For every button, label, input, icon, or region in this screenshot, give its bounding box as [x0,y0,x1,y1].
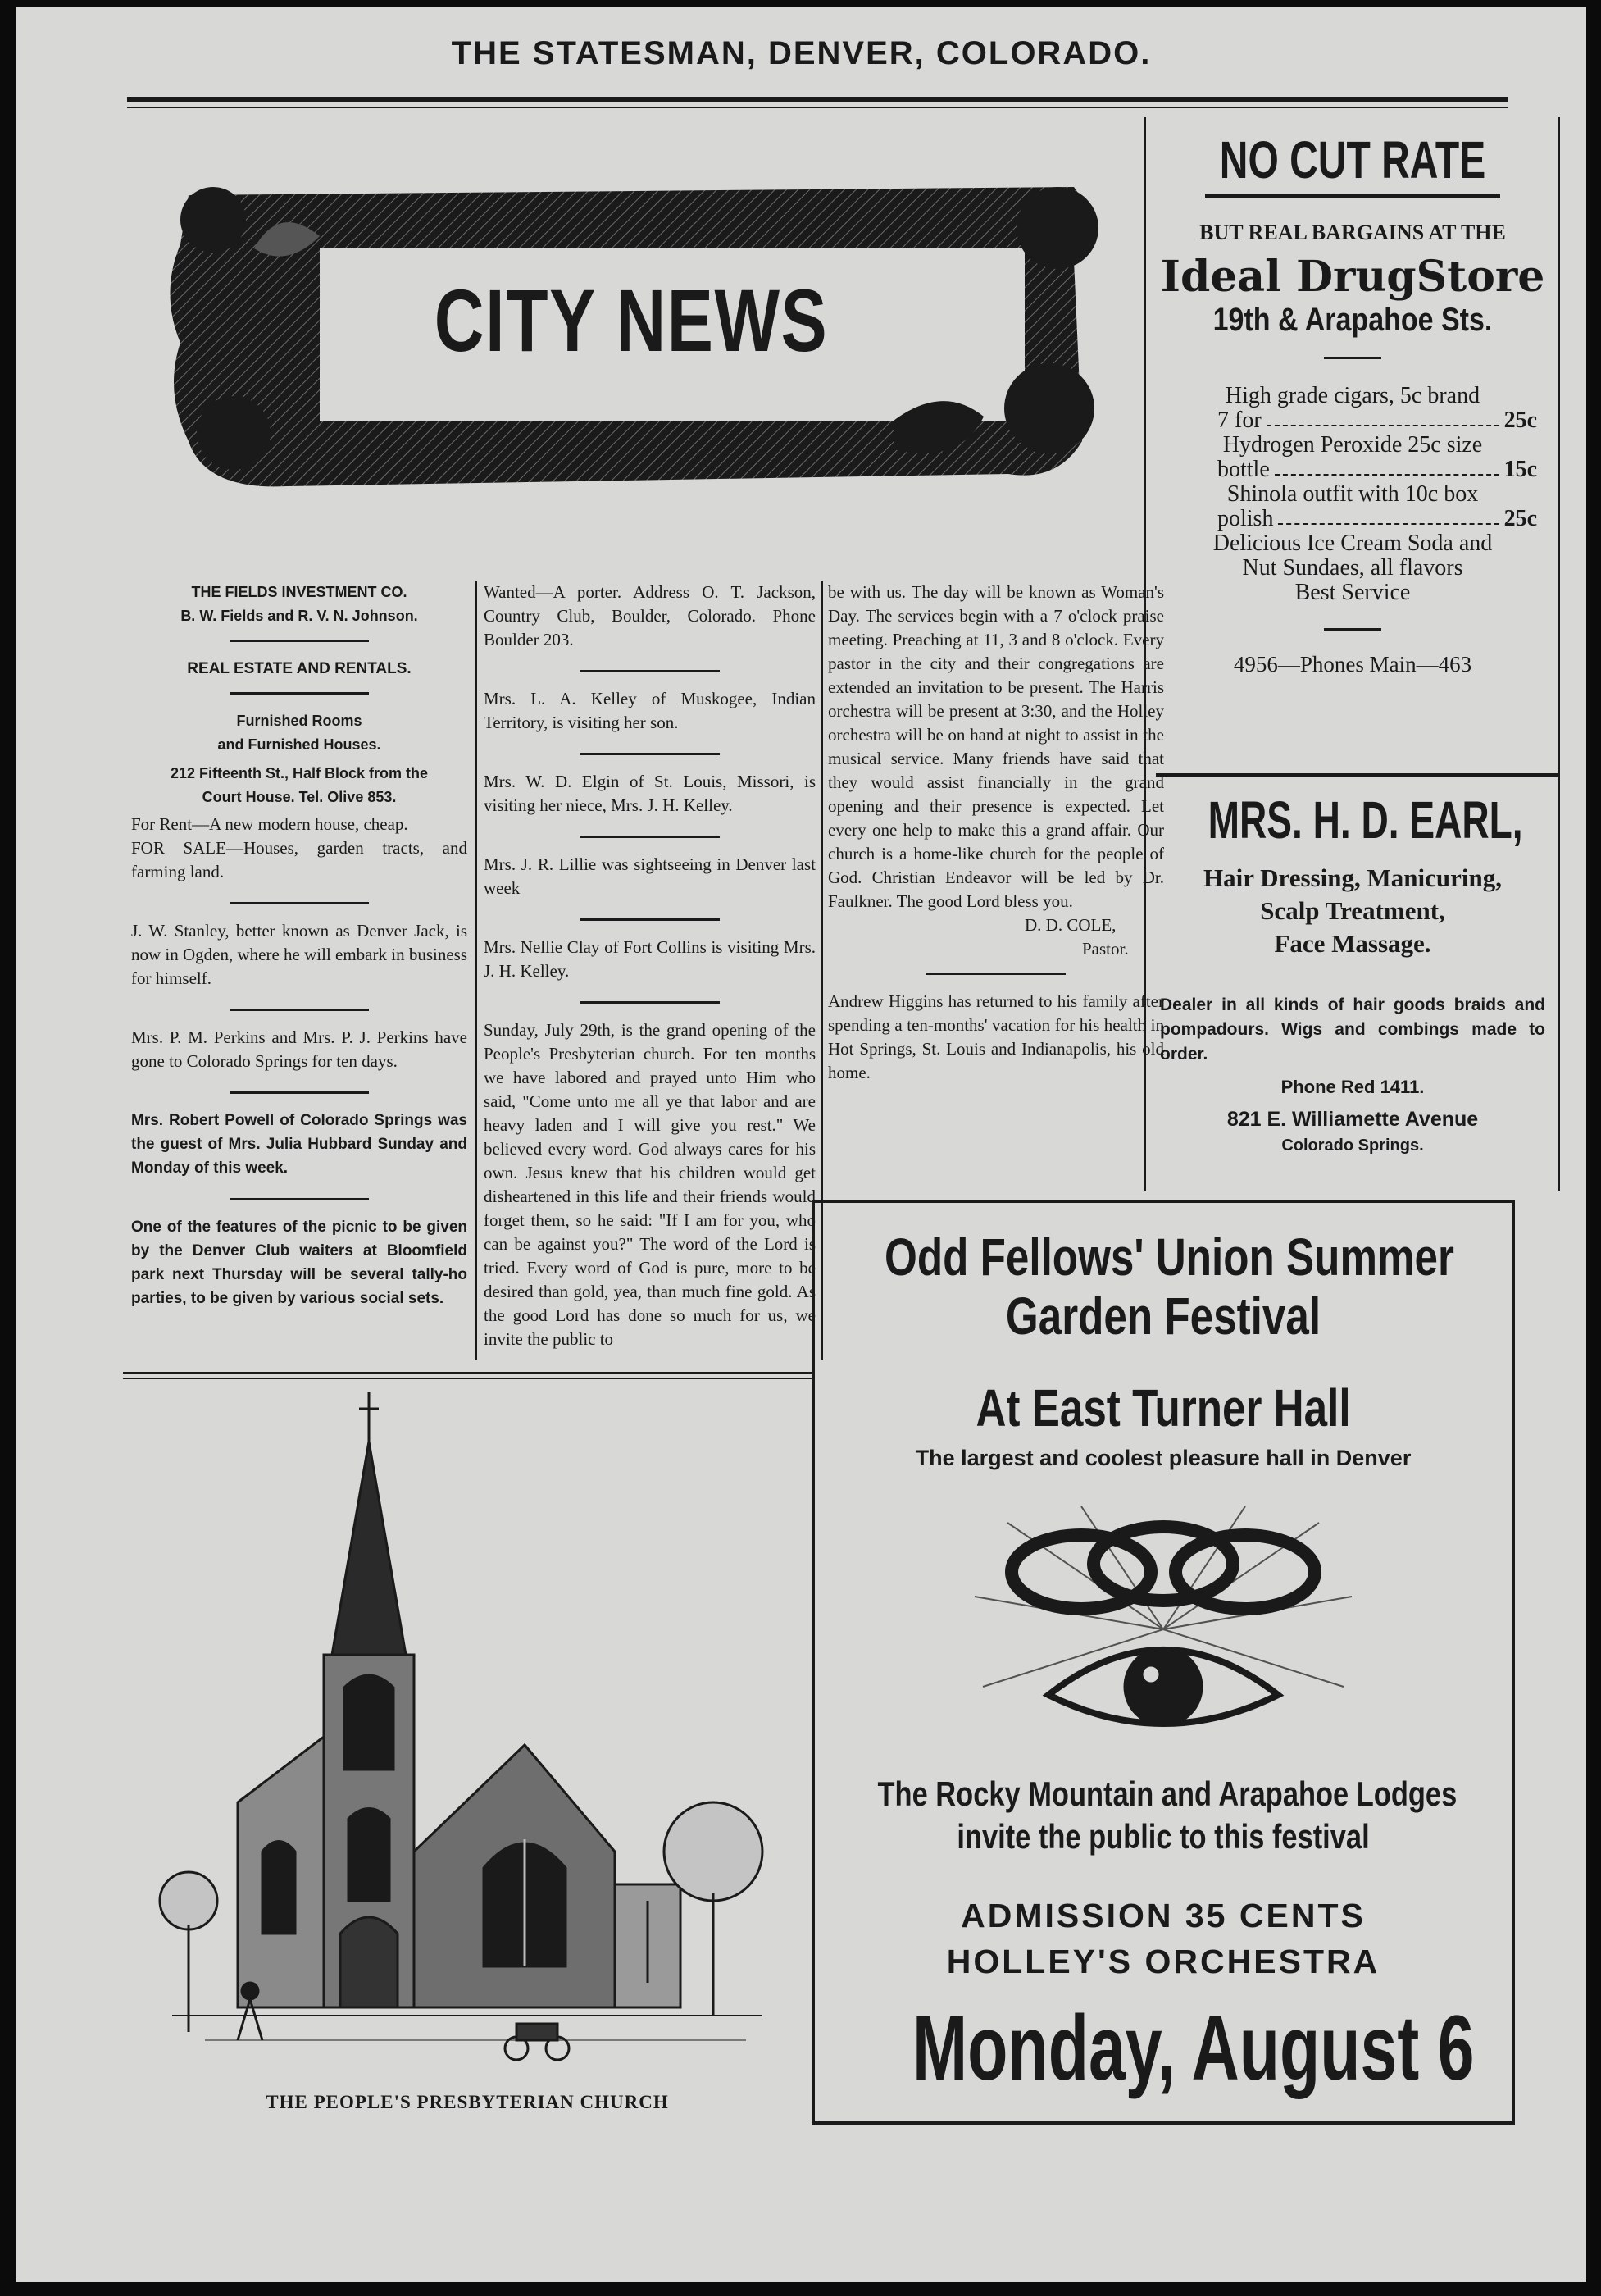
section-rule-thin [123,1378,812,1379]
price-item: Hydrogen Peroxide 25c size [1222,432,1483,458]
festival-title: Odd Fellows' Union Summer [885,1228,1454,1287]
headline-underline [1205,194,1500,198]
odd-fellows-emblem [958,1506,1368,1752]
masthead: THE STATESMAN, DENVER, COLORADO. [451,35,1152,71]
festival-title: Garden Festival [1005,1287,1321,1346]
real-estate-heading: REAL ESTATE AND RENTALS. [187,660,412,677]
news-item-kelley: Mrs. L. A. Kelley of Muskogee, Indian Territory, is visiting her son. [484,689,816,732]
ad-divider [1156,773,1558,777]
earl-dealer: Dealer in all kinds of hair goods braids and pompadours. Wigs and combings made to order. [1160,995,1545,1064]
column-rule [475,581,477,1360]
divider [1324,357,1381,359]
divider [230,640,369,642]
festival-ad [812,1200,1515,2125]
festival-venue: At East Turner Hall [976,1378,1351,1437]
news-item-picnic: One of the features of the picnic to be given by the Denver Club waiters at Bloomfield park next Thursday will be several tally-ho parties, to be given by various social sets. [131,1219,467,1307]
festival-admission: ADMISSION 35 CENTS [961,1897,1366,1934]
ice-cream-line: Nut Sundaes, all flavors [1242,555,1463,581]
divider [230,692,369,695]
festival-lodges: invite the public to this festival [957,1817,1370,1856]
masthead-rule-thin [127,107,1508,108]
drugstore-headline: NO CUT RATE [1219,130,1486,189]
company-address: Court House. Tel. Olive 853. [202,789,397,805]
news-item-perkins: Mrs. P. M. Perkins and Mrs. P. J. Perkins have gone to Colorado Springs for ten days. [131,1027,467,1071]
column-3 [828,581,1164,1103]
section-rule [123,1372,812,1374]
newspaper-page [16,7,1586,2282]
banner-title: CITY NEWS [434,271,829,370]
furnished-line: and Furnished Houses. [217,736,381,753]
news-item-church-opening: Sunday, July 29th, is the grand opening of the People's Presbyterian church. For ten months we have labored and prayed unto Him who said, "Come unto me all ye that labor and are heavy laden and I will give you rest." We believed every word. God always cares for his own. Jesus knew that his children would get disheartened in this life and their friends would forget them, so he said: "If I am for you, who can be against you?" The word of the Lord is tried. Every word of God is pure, more to be desired than gold, yea, than much fine gold. As the good Lord has done so much for us, we invite the public to [484,1020,816,1349]
divider [580,753,720,755]
divider [230,1091,369,1094]
festival-tagline: The largest and coolest pleasure hall in Denver [915,1446,1412,1470]
news-item-higgins: Andrew Higgins has returned to his family after spending a ten-months' vacation for his health in Hot Springs, St. Louis and Indianapolis, his old home. [828,991,1164,1082]
festival-date: Monday, August 6 [912,1997,1475,2099]
earl-name: MRS. H. D. EARL, [1208,790,1523,850]
column-1 [131,581,467,1328]
ice-cream-line: Delicious Ice Cream Soda and [1212,531,1493,556]
signature-title: Pastor. [1082,939,1129,959]
earl-service: Scalp Treatment, [1260,896,1445,925]
earl-service: Hair Dressing, Manicuring, [1203,863,1502,892]
divider [230,1198,369,1200]
news-item-wanted: Wanted—A porter. Address O. T. Jackson, Country Club, Boulder, Colorado. Phone Boulder 203. [484,582,816,649]
festival-lodges: The Rocky Mountain and Arapahoe Lodges [877,1774,1458,1813]
earl-city: Colorado Springs. [1281,1137,1424,1155]
drugstore-address: 19th & Arapahoe Sts. [1212,302,1493,338]
divider [926,973,1066,975]
news-item-church-continued: be with us. The day will be known as Woman's Day. The services begin with a 7 o'clock praise meeting. Preaching at 11, 3 and 8 o'clock. Every pastor in the city and their congregations are extended an invitation to be present. The Harris orchestra will be present at 3:30, and the Holley orchestra will be on hand at night to assist in the musical service. Many friends have said that they would assist financially in the grand opening and their presence is expected. Let every one help to make this a grand affair. Our church is a home-like church for the people of God. Christian Endeavor will be led by Dr. Faulkner. The good Lord bless you. [828,582,1164,911]
furnished-line: Furnished Rooms [236,713,362,729]
for-sale-notice: FOR SALE—Houses, garden tracts, and farming land. [131,838,467,882]
service-line: Best Service [1294,580,1411,605]
price-item-detail: polish 25c [1217,506,1537,531]
church-caption: THE PEOPLE'S PRESBYTERIAN CHURCH [266,2092,669,2112]
earl-service: Face Massage. [1274,929,1431,958]
news-item-stanley: J. W. Stanley, better known as Denver Jack, is now in Ogden, where he will embark in business for himself. [131,921,468,988]
drugstore-sub: BUT REAL BARGAINS AT THE [1199,221,1506,244]
divider [580,670,720,672]
news-item-clay: Mrs. Nellie Clay of Fort Collins is visiting Mrs. J. H. Kelley. [484,937,816,981]
right-border-rule [1558,117,1560,1191]
company-partners: B. W. Fields and R. V. N. Johnson. [180,608,418,624]
news-item-lillie: Mrs. J. R. Lillie was sightseeing in Denver last week [484,854,816,898]
column-2 [484,581,816,1369]
divider [230,1009,369,1011]
news-item-elgin: Mrs. W. D. Elgin of St. Louis, Missori, is visiting her niece, Mrs. J. H. Kelley. [484,772,816,815]
company-name: THE FIELDS INVESTMENT CO. [191,584,407,600]
festival-orchestra: HOLLEY'S ORCHESTRA [946,1943,1380,1980]
price-item: Shinola outfit with 10c box [1226,481,1479,507]
divider [1324,628,1381,631]
price-item: High grade cigars, 5c brand [1225,383,1480,408]
news-item-powell: Mrs. Robert Powell of Colorado Springs was the guest of Mrs. Julia Hubbard Sunday and Monday of this week. [131,1112,467,1177]
price-item-detail: 7 for 25c [1217,408,1537,433]
divider [230,902,369,904]
company-address: 212 Fifteenth St., Half Block from the [170,765,429,781]
masthead-rule [127,97,1508,102]
divider [580,918,720,921]
earl-address: 821 E. Williamette Avenue [1226,1108,1479,1131]
divider [580,1001,720,1004]
drugstore-phones: 4956—Phones Main—463 [1233,652,1472,676]
drugstore-name: Ideal DrugStore [1160,252,1545,302]
drugstore-ad [1152,130,1553,677]
price-item-detail: bottle 15c [1217,457,1537,482]
earl-ad [1152,790,1553,1155]
for-rent-notice: For Rent—A new modern house, cheap. [131,814,408,834]
earl-phone: Phone Red 1411. [1280,1077,1425,1097]
church-illustration [156,1392,779,2081]
signature-name: D. D. COLE, [1025,915,1117,935]
city-news-banner [156,171,1107,503]
divider [580,836,720,838]
